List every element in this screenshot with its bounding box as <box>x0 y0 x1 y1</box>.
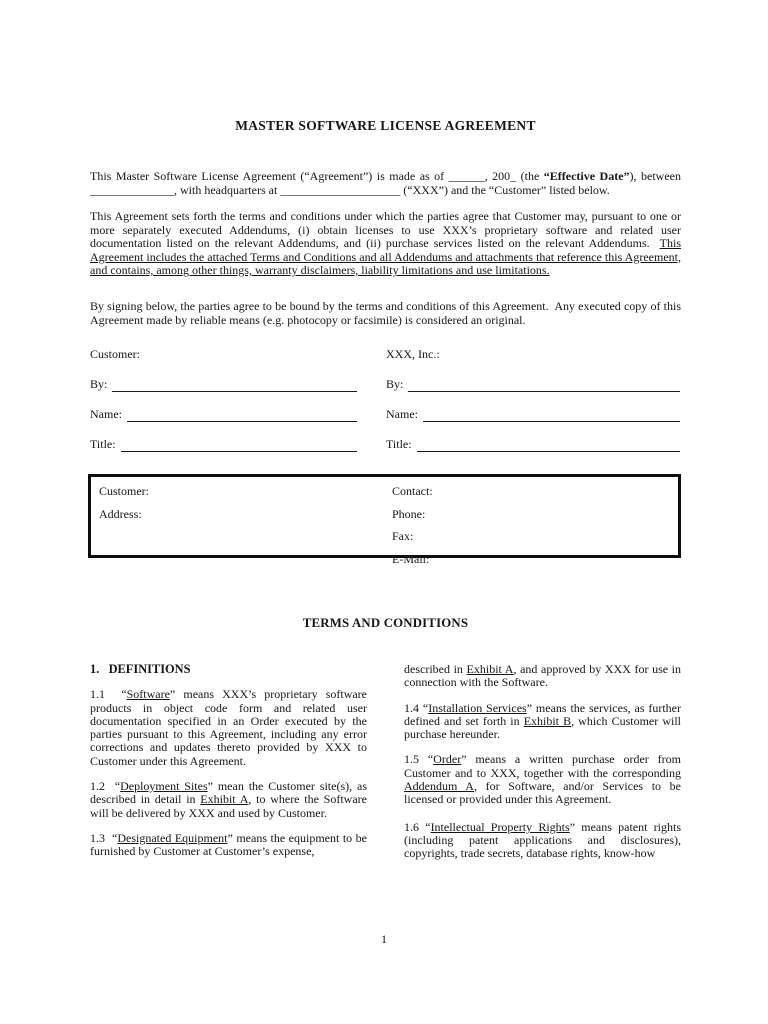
intro-paragraph-2: This Agreement sets forth the terms and conditions under which the parties agree that Customer may, pursuant to one or more separately executed Addendums, (i) obtain licenses to use XXX’s proprietary software and related user documentation listed on the relevant Addendums, and (ii) purchase services listed on the relevant Addendums. This Agreement includes the attached Terms and Conditions and all Addendums and attachments that reference this Agreement, and contains, among other things, warranty disclaimers, liability limitations and use limitations. <box>90 209 681 277</box>
signature-row-label: Title: <box>386 437 412 451</box>
definition-1-2: 1.2 “Deployment Sites” mean the Customer site(s), as described in detail in Exhibit A, to where the Software will be delivered by XXX and used by Customer. <box>90 779 367 820</box>
signature-row-by <box>90 377 357 392</box>
signature-line <box>121 437 357 452</box>
signature-block-customer <box>90 347 357 453</box>
signature-block-xxx-inc <box>386 347 680 453</box>
box-label-phone: Phone: <box>392 506 426 521</box>
contact-box-left-column <box>99 480 149 525</box>
terms-and-conditions-heading: TERMS AND CONDITIONS <box>302 616 469 630</box>
box-label-contact: Contact: <box>392 484 433 498</box>
definitions-right-column <box>404 663 681 873</box>
box-label-fax: Fax: <box>392 529 414 543</box>
definition-1-4: 1.4 “Installation Services” means the services, as further defined and set forth in Exhibit B, which Customer will purchase hereunder. <box>404 700 682 742</box>
definition-1-6: 1.6 “Intellectual Property Rights” means patent rights (including patent applications and disclosures), copyrights, trade secrets, database rights, know-how <box>404 819 682 861</box>
signature-row-label: By: <box>386 377 404 391</box>
signature-row-name <box>90 407 357 422</box>
signature-row-by <box>386 377 680 392</box>
signature-row-label: Title: <box>90 437 116 451</box>
signature-row-name <box>386 407 680 422</box>
signature-party-label: XXX, Inc.: <box>386 347 440 361</box>
box-label-address: Address: <box>99 506 142 521</box>
definitions-section-heading: 1. DEFINITIONS <box>90 662 191 676</box>
signature-row-title <box>90 437 357 452</box>
signature-party-label: Customer: <box>90 347 140 361</box>
signature-line <box>408 377 680 392</box>
page-title: MASTER SOFTWARE LICENSE AGREEMENT <box>235 118 536 133</box>
page-number: 1 <box>381 932 387 946</box>
signature-line <box>127 407 357 422</box>
contact-box-right-column <box>392 480 433 570</box>
box-label-email: E-Mail: <box>392 551 430 566</box>
definition-1-5: 1.5 “Order” means a written purchase order from Customer and to XXX, together with the corresponding Addendum A, for Software, and/or Services to be licensed or provided under this Agreement. <box>404 752 681 807</box>
intro-paragraph-1: This Master Software License Agreement (“Agreement”) is made as of ______, 200_ (the “Effective Date”), between ______________, with headquarters at ____________________ (“XXX”) and the “Customer” listed below. <box>90 169 682 197</box>
box-label-customer: Customer: <box>99 484 149 498</box>
definition-1-3: 1.3 “Designated Equipment” means the equipment to be furnished by Customer at Customer’s expense, <box>90 830 367 859</box>
signature-line <box>417 437 680 452</box>
definition-1-1: 1.1 “Software” means XXX’s proprietary software products in object code form and related user documentation specified in an Order executed by the parties pursuant to this Agreement, including any error corrections and updates thereto provided by XXX to Customer under this Agreement. <box>90 687 368 768</box>
signature-line <box>112 377 357 392</box>
signature-line <box>423 407 680 422</box>
definitions-left-column <box>90 663 367 873</box>
definitions-section <box>90 663 681 873</box>
signature-row-title <box>386 437 680 452</box>
intro-paragraph-3: By signing below, the parties agree to be bound by the terms and conditions of this Agreement. Any executed copy of this Agreement made by reliable means (e.g. photocopy or facsimile) is considered an original. <box>90 299 681 327</box>
definition-1-3-continuation: described in Exhibit A, and approved by XXX for use in connection with the Software. <box>404 662 682 690</box>
signature-row-label: By: <box>90 377 108 391</box>
customer-contact-box <box>88 474 681 566</box>
signature-row-label: Name: <box>90 407 122 421</box>
signature-row-label: Name: <box>386 407 418 421</box>
